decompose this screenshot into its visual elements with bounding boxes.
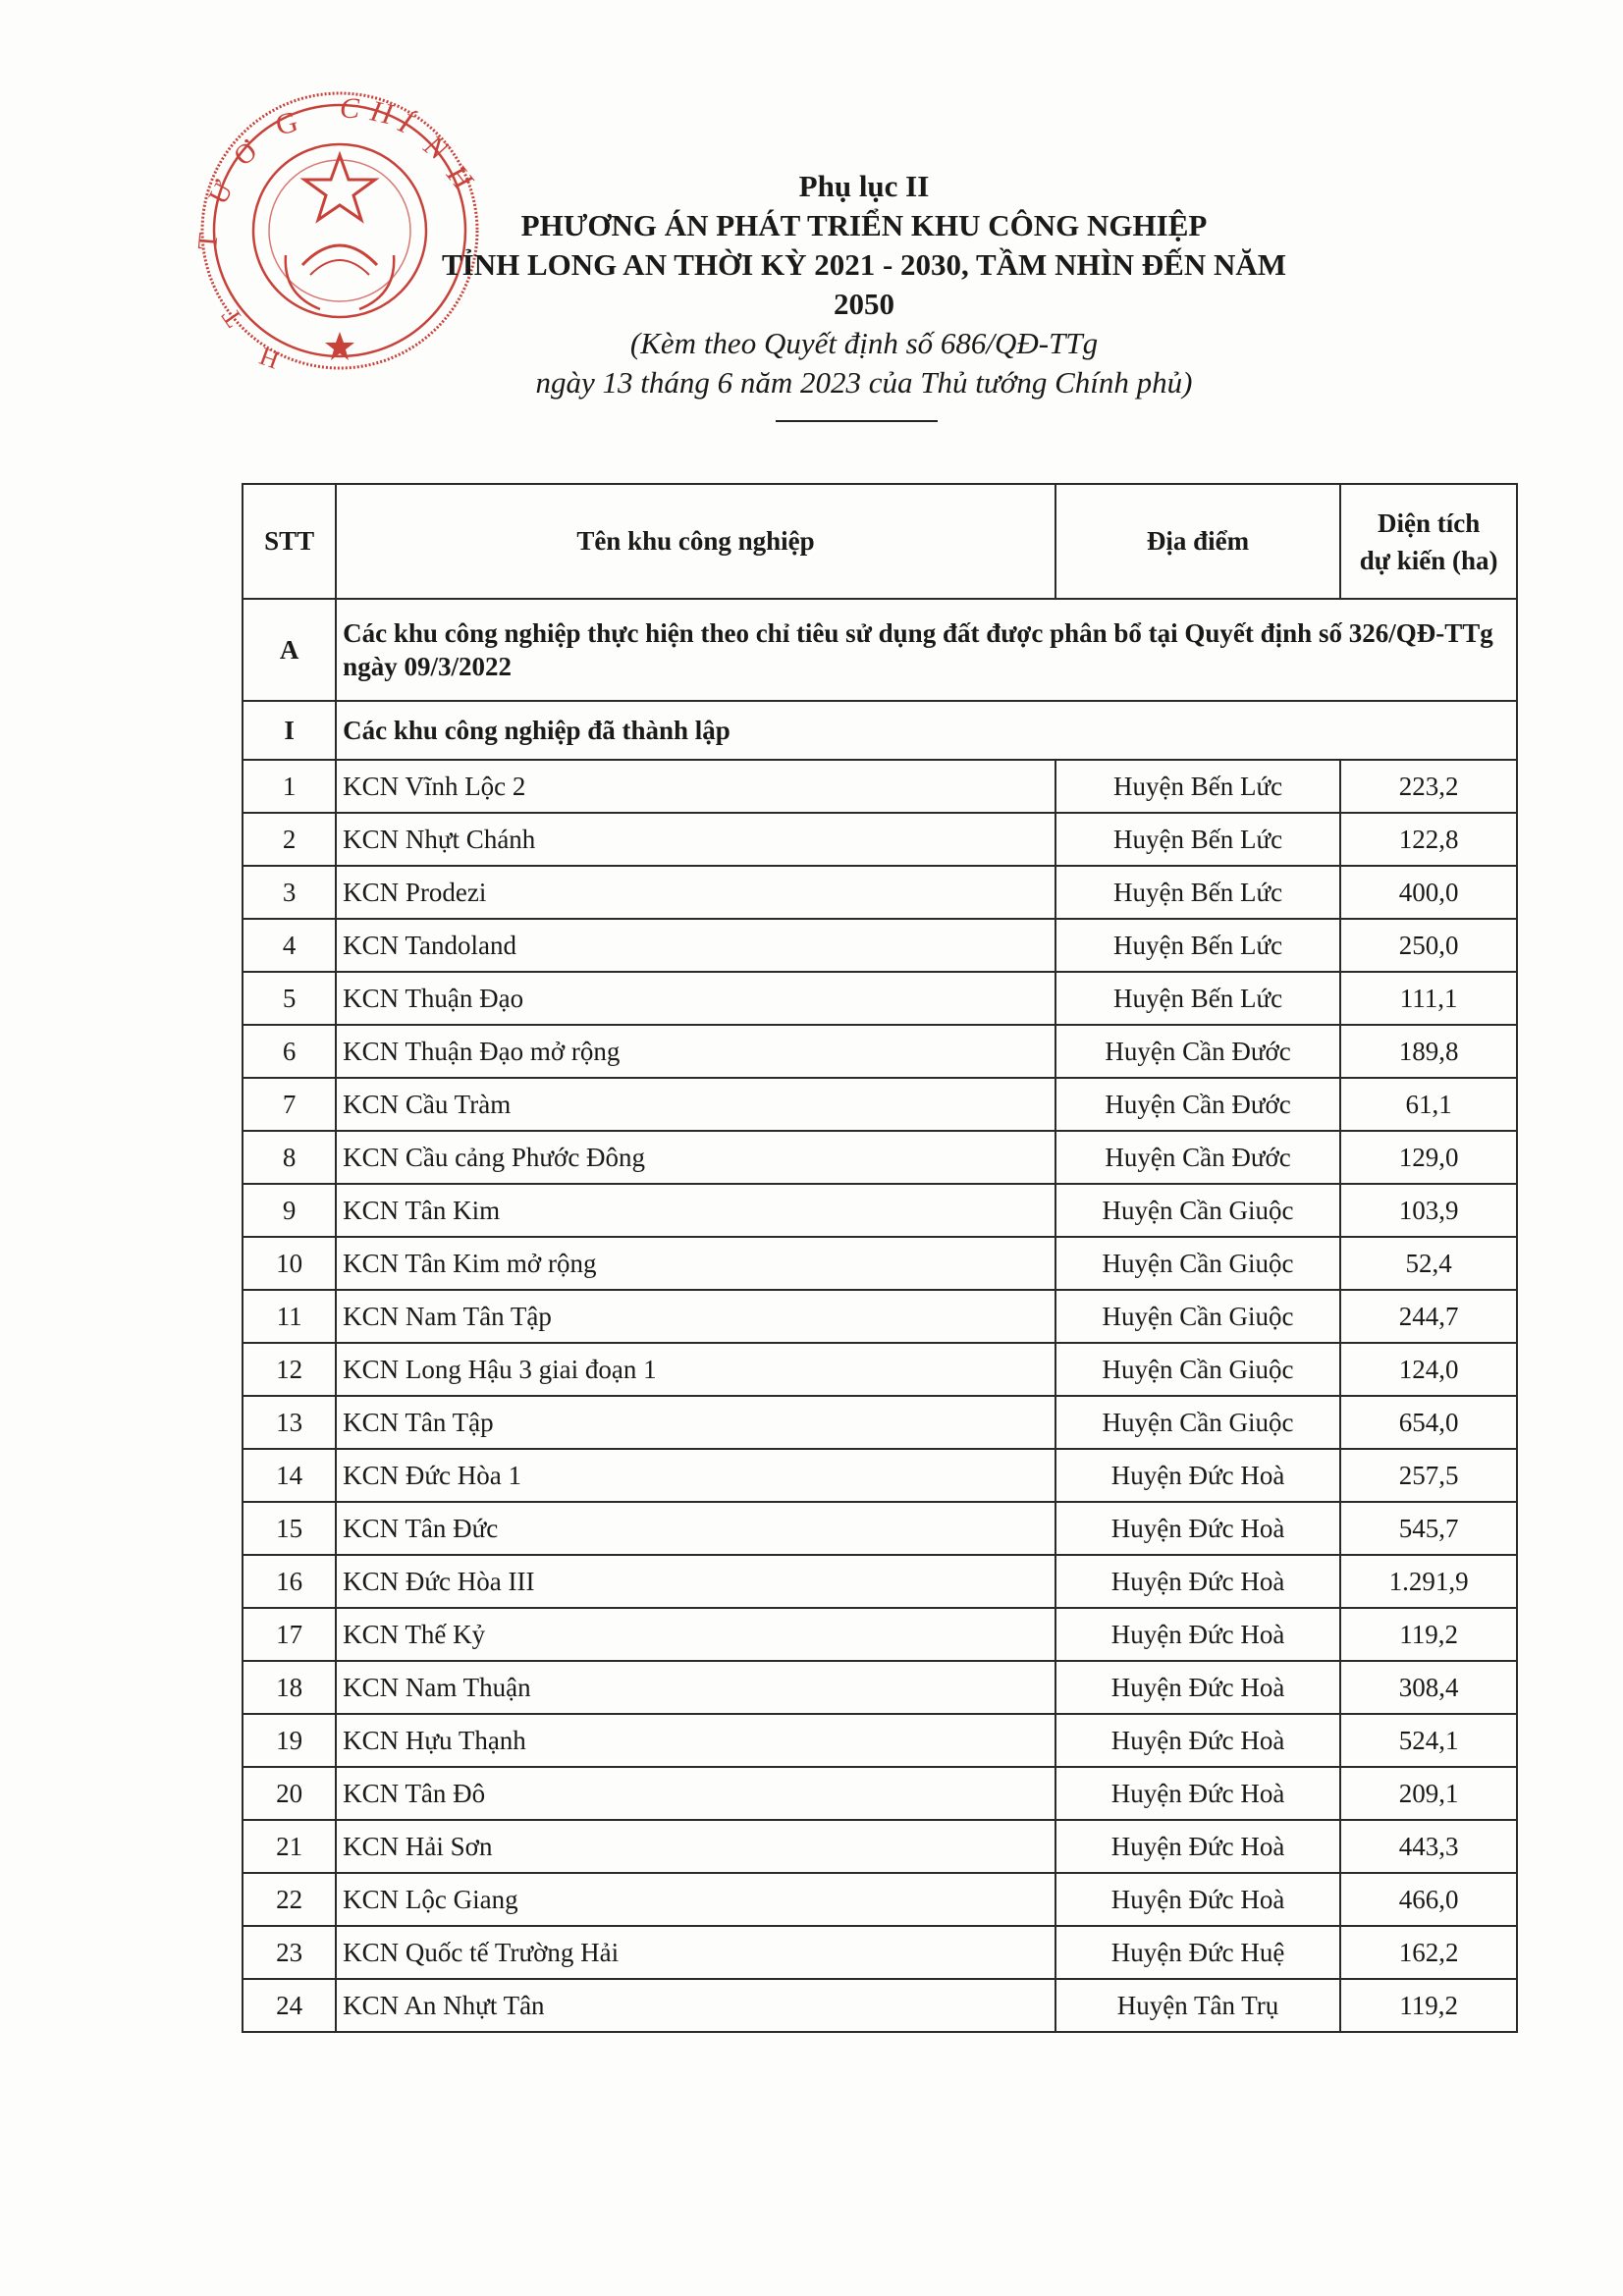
row-area: 209,1 xyxy=(1340,1767,1517,1820)
table-row xyxy=(243,813,1517,866)
row-location: Huyện Cần Giuộc xyxy=(1055,1237,1340,1290)
row-area: 129,0 xyxy=(1340,1131,1517,1184)
row-name: KCN Long Hậu 3 giai đoạn 1 xyxy=(336,1343,1055,1396)
row-location: Huyện Cần Đước xyxy=(1055,1131,1340,1184)
row-name: KCN Prodezi xyxy=(336,866,1055,919)
svg-text:G: G xyxy=(272,105,301,142)
row-area: 545,7 xyxy=(1340,1502,1517,1555)
row-name: KCN Tandoland xyxy=(336,919,1055,972)
row-stt: 9 xyxy=(243,1184,336,1237)
header-name: Tên khu công nghiệp xyxy=(336,484,1055,599)
table-row xyxy=(243,1184,1517,1237)
row-stt: 2 xyxy=(243,813,336,866)
table-row xyxy=(243,1926,1517,1979)
row-area: 257,5 xyxy=(1340,1449,1517,1502)
subtitle-line-2: ngày 13 tháng 6 năm 2023 của Thủ tướng Chính phủ) xyxy=(535,365,1193,400)
appendix-label: Phụ lục II xyxy=(798,169,930,203)
row-location: Huyện Đức Hoà xyxy=(1055,1661,1340,1714)
header-location: Địa điểm xyxy=(1055,484,1340,599)
table-row xyxy=(243,1979,1517,2032)
row-name: KCN Lộc Giang xyxy=(336,1873,1055,1926)
row-stt: 13 xyxy=(243,1396,336,1449)
row-stt: 14 xyxy=(243,1449,336,1502)
row-name: KCN Nhựt Chánh xyxy=(336,813,1055,866)
row-area: 1.291,9 xyxy=(1340,1555,1517,1608)
row-name: KCN Thuận Đạo mở rộng xyxy=(336,1025,1055,1078)
row-area: 250,0 xyxy=(1340,919,1517,972)
svg-text:H: H xyxy=(367,94,396,132)
table-row xyxy=(243,1078,1517,1131)
row-area: 119,2 xyxy=(1340,1979,1517,2032)
table-row xyxy=(243,1608,1517,1661)
title-line-1: PHƯƠNG ÁN PHÁT TRIỂN KHU CÔNG NGHIỆP xyxy=(520,208,1208,242)
row-area: 308,4 xyxy=(1340,1661,1517,1714)
table-row xyxy=(243,1025,1517,1078)
row-stt: 23 xyxy=(243,1926,336,1979)
row-location: Huyện Đức Huệ xyxy=(1055,1926,1340,1979)
title-line-2: TỈNH LONG AN THỜI KỲ 2021 - 2030, TẦM NHÌN ĐẾN NĂM 2050 xyxy=(441,247,1287,321)
row-stt: 1 xyxy=(243,760,336,813)
row-name: KCN Cầu Tràm xyxy=(336,1078,1055,1131)
svg-text:N: N xyxy=(417,129,454,167)
row-stt: 22 xyxy=(243,1873,336,1926)
table-row xyxy=(243,1767,1517,1820)
row-stt: 11 xyxy=(243,1290,336,1343)
row-area: 189,8 xyxy=(1340,1025,1517,1078)
table-row xyxy=(243,1873,1517,1926)
row-location: Huyện Đức Hoà xyxy=(1055,1449,1340,1502)
row-location: Huyện Bến Lức xyxy=(1055,760,1340,813)
row-stt: 4 xyxy=(243,919,336,972)
row-location: Huyện Đức Hoà xyxy=(1055,1873,1340,1926)
table-header-row xyxy=(243,484,1517,599)
industrial-zone-table xyxy=(242,483,1518,2033)
row-stt: 19 xyxy=(243,1714,336,1767)
row-location: Huyện Bến Lức xyxy=(1055,866,1340,919)
row-location: Huyện Bến Lức xyxy=(1055,972,1340,1025)
row-area: 466,0 xyxy=(1340,1873,1517,1926)
table-row xyxy=(243,1237,1517,1290)
table-row xyxy=(243,1820,1517,1873)
row-name: KCN Tân Kim xyxy=(336,1184,1055,1237)
row-location: Huyện Bến Lức xyxy=(1055,813,1340,866)
row-name: KCN Thuận Đạo xyxy=(336,972,1055,1025)
row-name: KCN Hải Sơn xyxy=(336,1820,1055,1873)
document-heading xyxy=(412,167,1316,402)
table-row xyxy=(243,919,1517,972)
row-area: 61,1 xyxy=(1340,1078,1517,1131)
svg-text:Ư: Ư xyxy=(202,176,241,210)
table-row xyxy=(243,1449,1517,1502)
svg-text:H: H xyxy=(440,158,479,196)
row-name: KCN Tân Tập xyxy=(336,1396,1055,1449)
row-area: 244,7 xyxy=(1340,1290,1517,1343)
row-name: KCN Nam Thuận xyxy=(336,1661,1055,1714)
svg-text:T: T xyxy=(192,231,225,251)
row-name: KCN Vĩnh Lộc 2 xyxy=(336,760,1055,813)
row-name: KCN Hựu Thạnh xyxy=(336,1714,1055,1767)
row-location: Huyện Đức Hoà xyxy=(1055,1714,1340,1767)
header-area xyxy=(1340,484,1517,599)
row-location: Huyện Bến Lức xyxy=(1055,919,1340,972)
row-stt: 24 xyxy=(243,1979,336,2032)
row-name: KCN Tân Đô xyxy=(336,1767,1055,1820)
row-stt: 7 xyxy=(243,1078,336,1131)
row-stt: 6 xyxy=(243,1025,336,1078)
table-row xyxy=(243,1714,1517,1767)
table-row xyxy=(243,1131,1517,1184)
row-area: 524,1 xyxy=(1340,1714,1517,1767)
row-name: KCN Tân Kim mở rộng xyxy=(336,1237,1055,1290)
table-row xyxy=(243,760,1517,813)
row-area: 162,2 xyxy=(1340,1926,1517,1979)
row-area: 103,9 xyxy=(1340,1184,1517,1237)
row-location: Huyện Cần Giuộc xyxy=(1055,1184,1340,1237)
svg-text:C: C xyxy=(340,92,360,125)
row-area: 124,0 xyxy=(1340,1343,1517,1396)
subtitle-line-1: (Kèm theo Quyết định số 686/QĐ-TTg xyxy=(629,326,1099,360)
section-a-stt: A xyxy=(243,599,336,701)
table-row xyxy=(243,1502,1517,1555)
row-location: Huyện Đức Hoà xyxy=(1055,1820,1340,1873)
section-i-text: Các khu công nghiệp đã thành lập xyxy=(336,701,1517,760)
heading-divider xyxy=(776,420,938,422)
row-stt: 18 xyxy=(243,1661,336,1714)
row-location: Huyện Tân Trụ xyxy=(1055,1979,1340,2032)
section-i-stt: I xyxy=(243,701,336,760)
row-location: Huyện Cần Giuộc xyxy=(1055,1396,1340,1449)
row-name: KCN Tân Đức xyxy=(336,1502,1055,1555)
table-row xyxy=(243,1555,1517,1608)
table-row xyxy=(243,1343,1517,1396)
row-stt: 21 xyxy=(243,1820,336,1873)
row-location: Huyện Cần Đước xyxy=(1055,1078,1340,1131)
row-name: KCN Đức Hòa 1 xyxy=(336,1449,1055,1502)
svg-text:Ơ: Ơ xyxy=(228,135,263,173)
row-area: 111,1 xyxy=(1340,972,1517,1025)
table-row xyxy=(243,866,1517,919)
row-area: 52,4 xyxy=(1340,1237,1517,1290)
section-a-text: Các khu công nghiệp thực hiện theo chỉ tiêu sử dụng đất được phân bổ tại Quyết định số 326/QĐ-TTg ngày 09/3/2022 xyxy=(336,599,1517,701)
row-name: KCN Nam Tân Tập xyxy=(336,1290,1055,1343)
row-stt: 10 xyxy=(243,1237,336,1290)
row-name: KCN Đức Hòa III xyxy=(336,1555,1055,1608)
row-area: 443,3 xyxy=(1340,1820,1517,1873)
row-location: Huyện Cần Giuộc xyxy=(1055,1343,1340,1396)
table-row xyxy=(243,1290,1517,1343)
row-location: Huyện Đức Hoà xyxy=(1055,1502,1340,1555)
row-area: 122,8 xyxy=(1340,813,1517,866)
row-location: Huyện Đức Hoà xyxy=(1055,1608,1340,1661)
svg-text:Í: Í xyxy=(394,106,417,140)
section-row-a xyxy=(243,599,1517,701)
row-stt: 3 xyxy=(243,866,336,919)
row-area: 223,2 xyxy=(1340,760,1517,813)
svg-text:T: T xyxy=(216,302,248,333)
row-location: Huyện Đức Hoà xyxy=(1055,1555,1340,1608)
header-area-line-2: dự kiến (ha) xyxy=(1359,545,1498,575)
row-stt: 5 xyxy=(243,972,336,1025)
header-stt: STT xyxy=(243,484,336,599)
row-name: KCN An Nhựt Tân xyxy=(336,1979,1055,2032)
svg-text:H: H xyxy=(255,341,284,375)
row-stt: 8 xyxy=(243,1131,336,1184)
row-name: KCN Thế Kỷ xyxy=(336,1608,1055,1661)
row-name: KCN Quốc tế Trường Hải xyxy=(336,1926,1055,1979)
row-stt: 15 xyxy=(243,1502,336,1555)
row-location: Huyện Cần Giuộc xyxy=(1055,1290,1340,1343)
table-row xyxy=(243,972,1517,1025)
row-stt: 16 xyxy=(243,1555,336,1608)
row-location: Huyện Đức Hoà xyxy=(1055,1767,1340,1820)
section-row-i xyxy=(243,701,1517,760)
header-area-line-1: Diện tích xyxy=(1378,507,1481,538)
row-area: 400,0 xyxy=(1340,866,1517,919)
row-location: Huyện Cần Đước xyxy=(1055,1025,1340,1078)
row-stt: 12 xyxy=(243,1343,336,1396)
row-stt: 17 xyxy=(243,1608,336,1661)
row-stt: 20 xyxy=(243,1767,336,1820)
table-row xyxy=(243,1396,1517,1449)
table-row xyxy=(243,1661,1517,1714)
row-area: 119,2 xyxy=(1340,1608,1517,1661)
row-name: KCN Cầu cảng Phước Đông xyxy=(336,1131,1055,1184)
row-area: 654,0 xyxy=(1340,1396,1517,1449)
